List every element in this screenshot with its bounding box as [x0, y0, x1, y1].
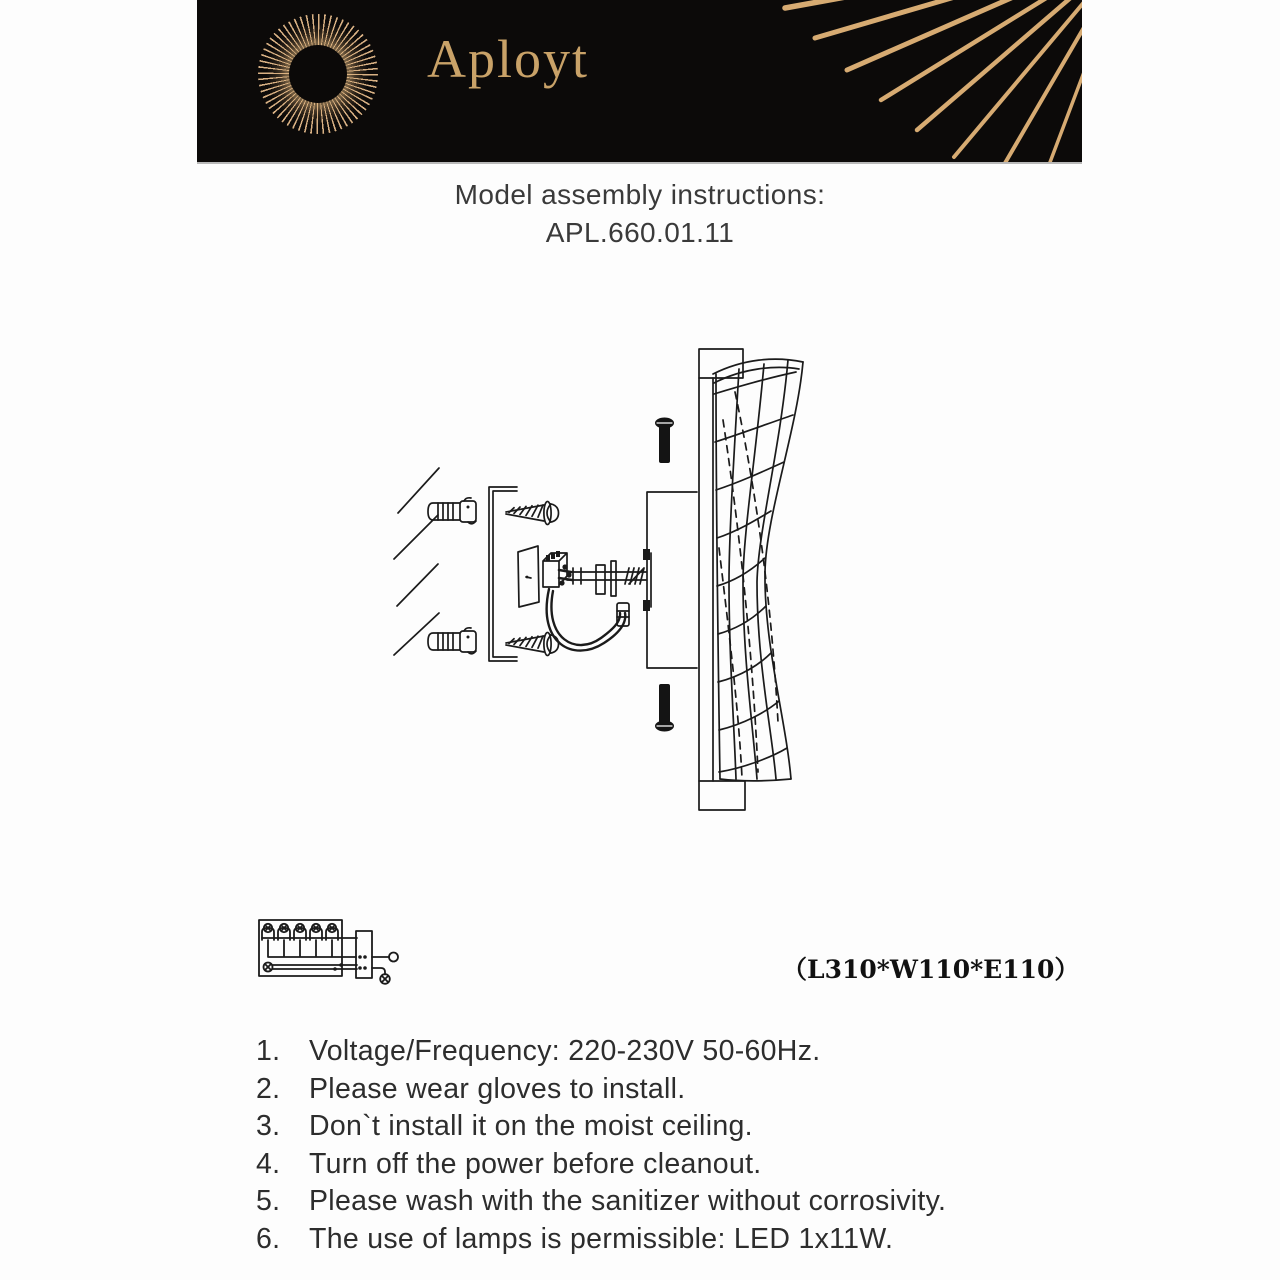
assembly-diagram: [380, 328, 840, 840]
item-number: 3.: [256, 1110, 281, 1142]
item-number: 2.: [256, 1072, 281, 1105]
list-item: [256, 1071, 1116, 1109]
fixing-bolts: [655, 418, 674, 732]
item-number: 1.: [256, 1035, 281, 1067]
threaded-rod: [567, 561, 646, 596]
lamp-body: [643, 492, 697, 668]
brand-name: Aployt: [427, 29, 590, 89]
mounting-bracket: [489, 487, 517, 661]
item-text: Turn off the power before cleanout.: [309, 1147, 762, 1180]
page-title: Model assembly instructions:: [454, 179, 826, 210]
list-item: [256, 1108, 1116, 1146]
list-item: [256, 1146, 1116, 1184]
title-block: [0, 176, 1280, 252]
item-text: Please wear gloves to install.: [309, 1072, 686, 1105]
dimensions-label: （L310*W110*E110）: [782, 955, 1080, 984]
wall-anchor: [428, 628, 476, 654]
wire-loop: [547, 589, 629, 651]
wall-anchor: [428, 498, 476, 524]
instruction-list: [256, 1033, 1116, 1258]
brand-banner: [197, 0, 1082, 164]
item-text: Please wash with the sanitizer without corrosivity.: [309, 1185, 947, 1217]
list-item: [256, 1033, 1116, 1071]
item-number: 6.: [256, 1222, 281, 1255]
lamp-shade: [713, 359, 803, 781]
sunburst-logo-icon: [258, 14, 378, 134]
terminal-block: [543, 551, 572, 587]
connector-block: [356, 931, 372, 978]
item-number: 4.: [256, 1147, 281, 1180]
wall-hatch-lines: [394, 468, 439, 655]
item-text: The use of lamps is permissible: LED 1x11W.: [309, 1222, 894, 1255]
lamp-symbol: [389, 953, 398, 962]
item-text: Don`t install it on the moist ceiling.: [309, 1110, 753, 1142]
list-item: [256, 1221, 1116, 1259]
wiring-diagram: [250, 908, 500, 1020]
mounting-screw: [506, 502, 559, 525]
mounting-screw: [506, 633, 559, 656]
ground-symbol: [380, 974, 390, 984]
list-item: [256, 1183, 1116, 1221]
item-text: Voltage/Frequency: 220-230V 50-60Hz.: [309, 1035, 821, 1067]
ground-terminal-screw: [264, 963, 273, 972]
junction-plate: [518, 546, 539, 607]
item-number: 5.: [256, 1185, 281, 1217]
model-number: APL.660.01.11: [545, 217, 735, 248]
